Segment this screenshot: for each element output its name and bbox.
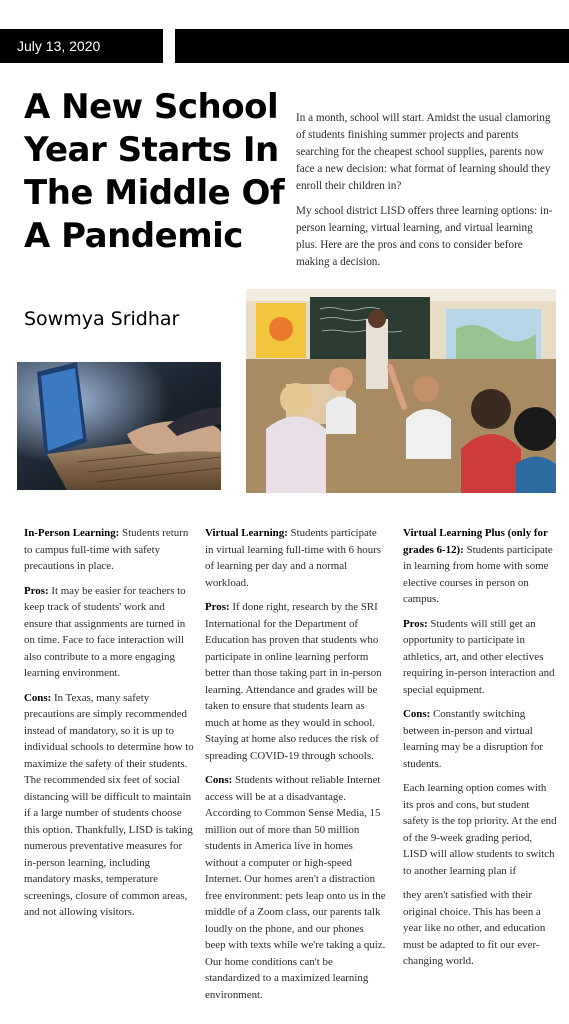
date-banner xyxy=(0,29,163,63)
pros-text: If done right, research by the SRI International for the Department of Education has proven that students who participate in online learning perform better than those taking part in in-person learning. Attendance and grades will be taken to ensure that students learn as much at home as they would in school. Staying at home also reduces the risk of spreading COVID-19 through schools. xyxy=(205,601,382,762)
cons-text: Constantly switching between in-person and virtual learning may be a disruption for students. xyxy=(403,708,544,770)
article-headline: A New School Year Starts In The Middle Of A Pandemic xyxy=(24,87,285,256)
virtual-plus-pros xyxy=(403,616,558,699)
closing-paragraph-continued: they aren't satisfied with their original choice. This has been a year like no other, and education must be adapted to fit our ever-changing world. xyxy=(403,889,546,967)
virtual-intro xyxy=(205,525,387,591)
pros-label: Pros: xyxy=(24,584,49,597)
in-person-desc: Students return to campus full-time with safety precautions in place. xyxy=(24,527,189,572)
virtual-plus-title: Virtual Learning Plus (only for grades 6-12): xyxy=(403,527,548,556)
cons-text: In Texas, many safety precautions are simply recommended instead of mandatory, so it is up to individual schools to determine how to maximize the safety of their students. The recommended six feet of social distancing will be difficult to maintain if a large number of students choose this option. Thankfully, LISD is taking numerous preventative measures for in-person learning, including mandatory masks, temperature screenings, closure of common areas, and not allowing visitors. xyxy=(24,691,194,918)
virtual-plus-intro xyxy=(403,525,558,608)
closing-paragraph: Each learning option comes with its pros and cons, but student safety is the top priority. At the end of the 9-week grading period, LISD will allow students to switch to another learning plan if xyxy=(403,782,557,877)
author-byline: Sowmya Sridhar xyxy=(24,308,180,330)
intro-text xyxy=(296,110,554,279)
virtual-title: Virtual Learning: xyxy=(205,527,288,539)
publication-date: July 13, 2020 xyxy=(17,38,101,54)
header-rule xyxy=(175,29,569,63)
pros-label: Pros: xyxy=(205,601,230,613)
cons-label: Cons: xyxy=(24,691,52,704)
in-person-pros xyxy=(24,583,194,682)
laptop-photo xyxy=(17,362,221,490)
classroom-photo xyxy=(246,289,556,493)
intro-paragraph: In a month, school will start. Amidst the usual clamoring of students finishing summer projects and parents searching for the cheapest school supplies, parents now face a new decision: what format of learning should they enroll their children in? xyxy=(296,112,551,192)
cons-label: Cons: xyxy=(403,708,431,720)
in-person-cons xyxy=(24,690,194,921)
pros-text: Students will still get an opportunity to participate in athletics, art, and other electives requiring in-person interaction and special equipment. xyxy=(403,617,555,696)
cons-text: Students without reliable Internet access will be at a disadvantage. According to Common Sense Media, 15 million out of more than 50 million students in America live in homes without a computer or high-speed Internet. Our homes aren't a distraction free environment: pets leap onto us in the middle of a Zoom class, our parents talk loudly on the phone, and our phones beep with texts while we're taking a quiz. Our home conditions can't be standardized to a maximized learning environment. xyxy=(205,774,386,1001)
column-virtual-plus xyxy=(403,525,558,978)
virtual-plus-desc: Students participate in learning from home with some elective courses in person on campus. xyxy=(403,543,553,605)
virtual-cons xyxy=(205,772,387,1003)
virtual-pros xyxy=(205,599,387,764)
virtual-desc: Students participate in virtual learning full-time with 6 hours of learning per day and a normal workload. xyxy=(205,527,382,589)
pros-text: It may be easier for teachers to keep track of students' work and ensure that assignments are turned in on time. Face to face interaction will also contribute to a more engaging learning environment. xyxy=(24,584,186,679)
intro-paragraph: My school district LISD offers three learning options: in-person learning, virtual learning, and virtual learning plus. Here are the pros and cons to consider before making a decision. xyxy=(296,205,553,268)
in-person-title: In-Person Learning: xyxy=(24,527,120,539)
column-in-person xyxy=(24,525,194,929)
cons-label: Cons: xyxy=(205,774,233,786)
in-person-intro xyxy=(24,525,194,575)
column-virtual xyxy=(205,525,387,1011)
pros-label: Pros: xyxy=(403,617,428,630)
virtual-plus-cons xyxy=(403,706,558,772)
